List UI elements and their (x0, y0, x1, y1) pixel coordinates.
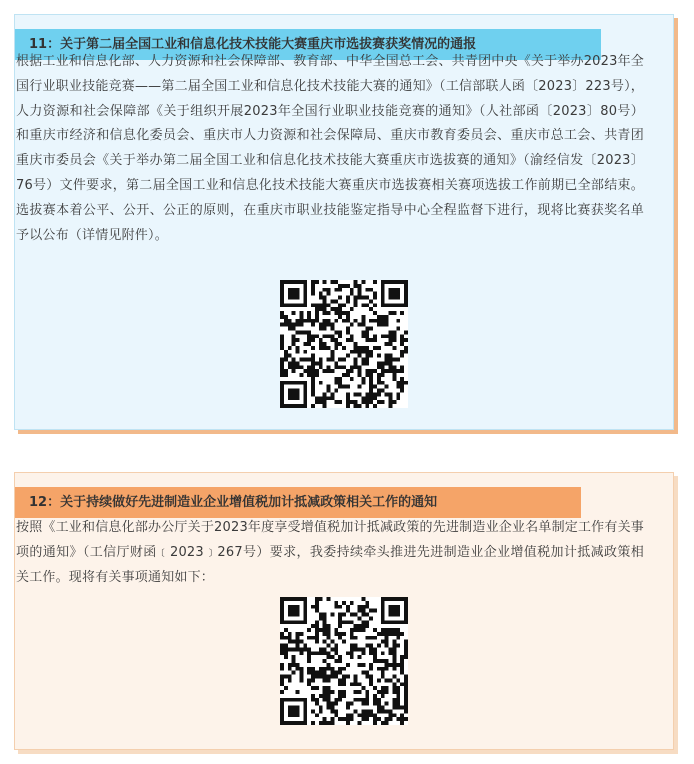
qr-code-icon[interactable] (280, 280, 408, 408)
qr-code-icon[interactable] (280, 597, 408, 725)
notice-body-12: 按照《工业和信息化部办公厅关于2023年度享受增值税加计抵减政策的先进制造业企业名单制定工作有关事项的通知》（工信厅财函﹝2023﹞267号）要求，我委持续牵头推进先进制造业企业增值税加计抵减政策相关工作。现将有关事项通知如下： (16, 520, 644, 585)
notice-title-11[interactable]: 11：关于第二届全国工业和信息化技术技能大赛重庆市选拔赛获奖情况的通报 (15, 29, 601, 60)
notice-title-12[interactable]: 12：关于持续做好先进制造业企业增值税加计抵减政策相关工作的通知 (15, 487, 581, 518)
notice-body-11: 根据工业和信息化部、人力资源和社会保障部、教育部、中华全国总工会、共青团中央《关于举办2023年全国行业职业技能竞赛——第二届全国工业和信息化技术技能大赛的通知》（工信部联人函〔2023〕223号），人力资源和社会保障部《关于组织开展2023年全国行业职业技能竞赛的通知》（人社部函〔2023〕80号）和重庆市经济和信息化委员会、重庆市人力资源和社会保障局、重庆市教育委员会、重庆市总工会、共青团重庆市委员会《关于举办第二届全国工业和信息化技术技能大赛重庆市选拔赛的通知》（渝经信发〔2023〕76号）文件要求，第二届全国工业和信息化技术技能大赛重庆市选拔赛相关赛项选拔工作前期已全部结束。选拔赛本着公平、公开、公正的原则，在重庆市职业技能鉴定指导中心全程监督下进行，现将比赛获奖名单予以公布（详情见附件）。 (16, 54, 644, 243)
